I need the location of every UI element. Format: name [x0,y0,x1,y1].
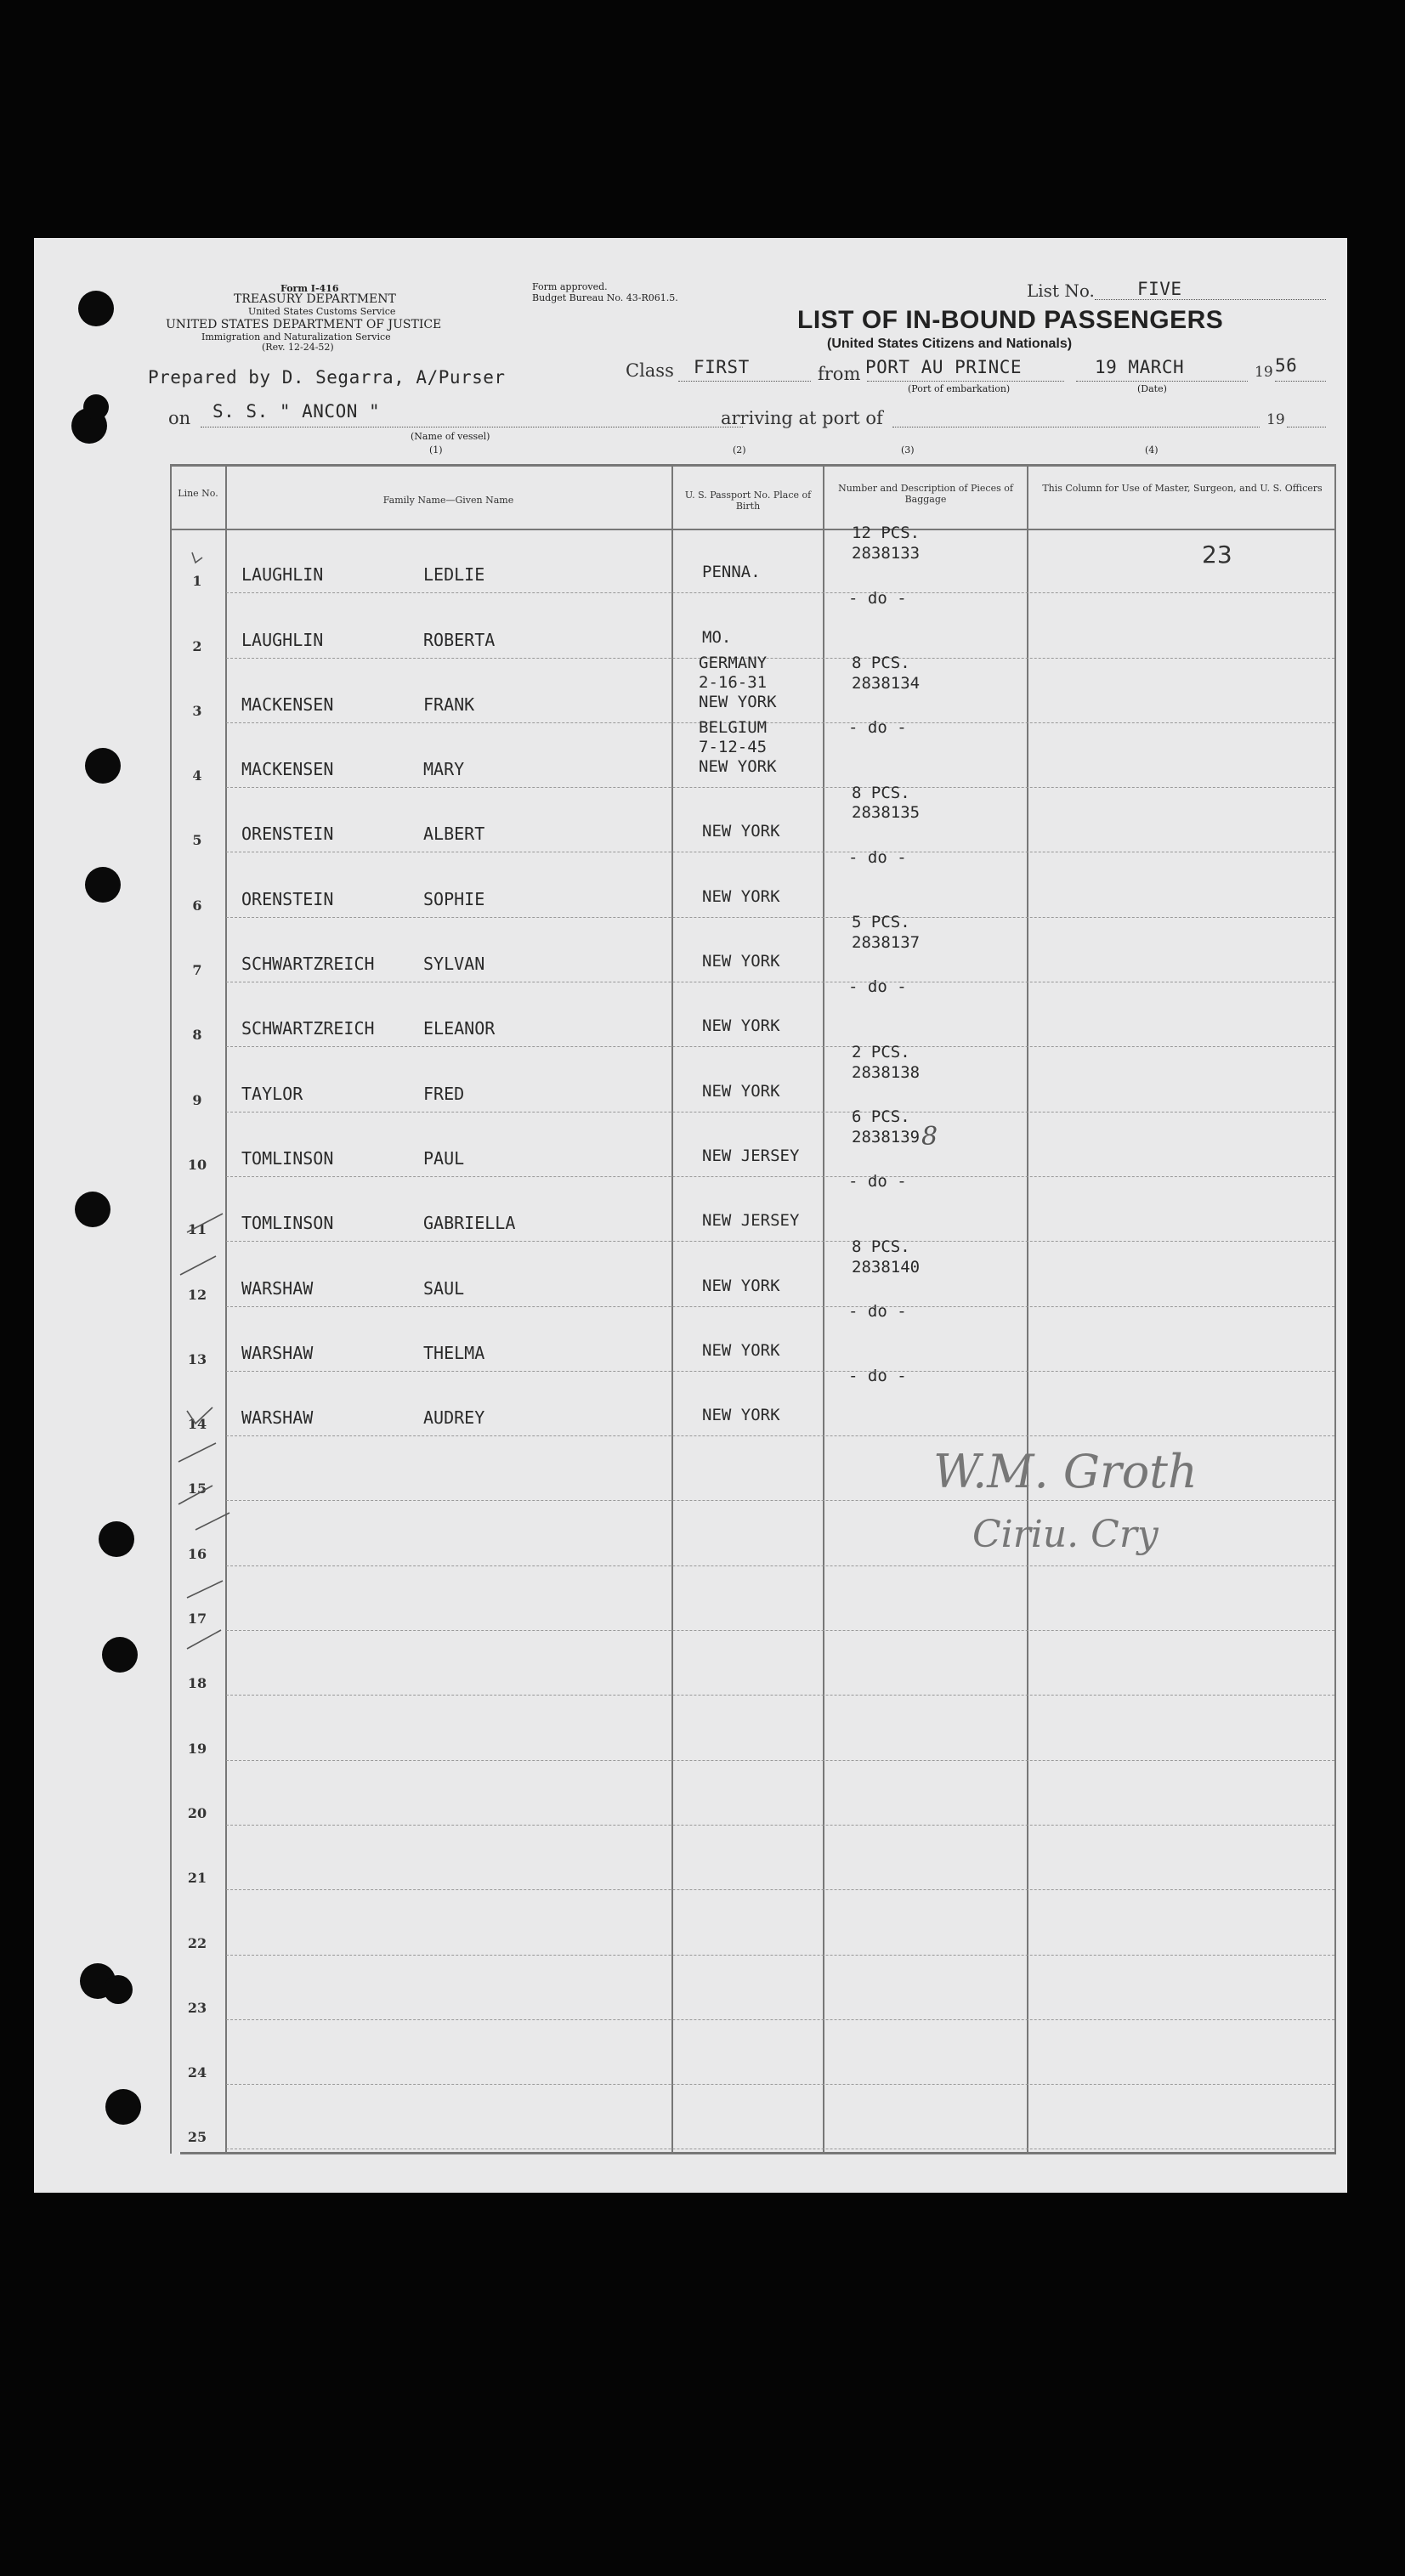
officer-note: 23 [1202,541,1232,569]
given-name: SAUL [423,1277,465,1299]
customs-service: United States Customs Service [248,306,396,317]
officer-signature-1: W.M. Groth [933,1445,1198,1498]
family-name: TOMLINSON [241,1147,334,1169]
row-divider [226,722,1334,723]
pencil-check-marks [161,527,263,1717]
baggage-description: - do - [848,588,907,608]
page-subtitle: (United States Citizens and Nationals) [827,337,1073,351]
row-divider [226,1241,1334,1242]
header-officers: This Column for Use of Master, Surgeon, and U. S. Officers [1042,483,1323,494]
baggage-description: 2 PCS. [852,1042,910,1062]
form-revision: (Rev. 12-24-52) [262,342,334,353]
row-divider [226,1371,1334,1372]
header-line-no: Line No. [178,488,218,499]
baggage-description: 2838134 [852,673,921,693]
given-name: ELEANOR [423,1018,496,1039]
from-label: from [818,364,861,384]
col-num-1: (1) [429,444,443,456]
baggage-description: 2838138 [852,1062,921,1082]
row-divider [226,1176,1334,1177]
place-of-birth: MO. [702,627,732,647]
table-row [34,1827,1347,1892]
table-top-border [170,464,1336,467]
handwritten-correction: 8 [921,1122,938,1152]
table-row [34,1892,1347,1956]
officer-signature-2: Ciriu. Cry [972,1513,1159,1556]
family-name: LAUGHLIN [241,564,324,586]
table-row [34,2022,1347,2086]
header-name: Family Name—Given Name [382,495,514,506]
given-name: FRANK [423,694,475,715]
place-of-birth: NEW YORK [702,1081,780,1101]
baggage-description: 2838140 [852,1257,921,1277]
baggage-description: - do - [848,1172,907,1192]
place-of-birth: NEW YORK [702,952,780,971]
manifest-page [34,238,1347,2193]
vessel-name: S. S. " ANCON " [212,401,381,422]
family-name: SCHWARTZREICH [241,954,375,975]
date-value: 19 MARCH [1095,357,1185,377]
place-of-birth: 2-16-31 [699,672,768,692]
form-approved: Form approved. [532,281,608,292]
from-value: PORT AU PRINCE [865,357,1023,377]
line-number: 9 [192,1091,202,1108]
baggage-description: 8 PCS. [852,653,910,672]
line-number: 14 [187,1416,207,1433]
table-bottom-border [180,2152,1336,2154]
class-line [678,381,811,382]
family-name: SCHWARTZREICH [241,1018,375,1039]
family-name: WARSHAW [241,1277,314,1299]
place-of-birth: NEW YORK [702,1016,780,1036]
line-number: 20 [187,1804,207,1821]
given-name: SYLVAN [423,954,485,975]
class-label: Class [626,360,674,381]
line-number: 18 [187,1675,207,1692]
given-name: GABRIELLA [423,1213,516,1234]
given-name: LEDLIE [423,564,485,586]
line-number: 12 [187,1286,207,1303]
baggage-description: 12 PCS. [852,524,921,543]
col-num-2: (2) [733,444,746,456]
row-divider [226,2084,1334,2085]
place-of-birth: NEW YORK [702,1276,780,1295]
place-of-birth: GERMANY [699,653,768,672]
place-of-birth: 7-12-45 [699,738,768,757]
place-of-birth: NEW JERSEY [702,1211,800,1231]
date-line [1076,381,1248,382]
row-divider [226,1825,1334,1826]
line-number: 22 [187,1934,207,1951]
line-number: 13 [187,1350,207,1367]
page-title: LIST OF IN-BOUND PASSENGERS [797,306,1224,334]
family-name: MACKENSEN [241,759,334,780]
row-divider [226,1306,1334,1307]
year-prefix: 19 [1255,364,1273,381]
line-number: 6 [192,897,202,914]
port-caption: (Port of embarkation) [908,383,1011,394]
family-name: MACKENSEN [241,694,334,715]
row-divider [226,1435,1334,1436]
list-no-line [1095,299,1326,300]
given-name: SOPHIE [423,888,485,909]
baggage-description: 2838133 [852,544,921,563]
line-number: 3 [192,702,202,719]
baggage-description: 2838139 [852,1127,921,1146]
binder-hole [78,291,114,326]
line-number: 15 [187,1480,207,1497]
row-divider [226,1630,1334,1631]
from-line [867,381,1064,382]
row-divider [226,592,1334,593]
line-number: 23 [187,1999,207,2016]
row-divider [226,1955,1334,1956]
given-name: ROBERTA [423,629,496,650]
place-of-birth: NEW YORK [699,692,777,711]
form-number: Form I-416 [280,283,339,294]
given-name: FRED [423,1083,465,1104]
given-name: AUDREY [423,1407,485,1429]
year-suffix: 56 [1275,355,1298,376]
justice-dept: UNITED STATES DEPARTMENT OF JUSTICE [166,318,442,331]
arriving-label: arriving at port of [721,408,883,428]
baggage-description: - do - [848,1367,907,1386]
line-number: 11 [187,1221,207,1238]
binder-hole [83,394,109,420]
list-no-value: FIVE [1137,279,1182,299]
col-num-4: (4) [1145,444,1159,456]
treasury-dept: TREASURY DEPARTMENT [234,292,396,306]
baggage-description: 5 PCS. [852,913,910,932]
place-of-birth: NEW YORK [699,757,777,777]
table-row [34,1957,1347,2022]
ins-service: Immigration and Naturalization Service [201,331,391,343]
baggage-description: 8 PCS. [852,1237,910,1256]
row-divider [226,1565,1334,1566]
line-number: 17 [187,1611,207,1628]
row-divider [226,787,1334,788]
place-of-birth: NEW YORK [702,822,780,841]
family-name: LAUGHLIN [241,629,324,650]
baggage-description: 6 PCS. [852,1107,910,1126]
given-name: PAUL [423,1147,465,1169]
row-divider [226,1500,1334,1501]
row-divider [226,1046,1334,1047]
place-of-birth: PENNA. [702,563,761,582]
year-line [1275,381,1326,382]
baggage-description: - do - [848,718,907,738]
line-number: 24 [187,2064,207,2081]
family-name: ORENSTEIN [241,824,334,845]
line-number: 21 [187,1870,207,1887]
list-no-label: List No. [1027,280,1095,301]
family-name: TOMLINSON [241,1213,334,1234]
row-divider [226,1760,1334,1761]
row-divider [226,658,1334,659]
col-num-3: (3) [901,444,915,456]
table-row [34,1763,1347,1827]
family-name: TAYLOR [241,1083,303,1104]
given-name: ALBERT [423,824,485,845]
baggage-description: 2838137 [852,933,921,953]
baggage-description: 2838135 [852,803,921,823]
baggage-description: - do - [848,1301,907,1321]
budget-bureau: Budget Bureau No. 43-R061.5. [532,292,678,303]
line-number: 8 [192,1027,202,1044]
line-number: 10 [187,1156,207,1173]
table-row [34,2086,1347,2151]
row-divider [226,1695,1334,1696]
arrival-year-prefix: 19 [1266,411,1285,428]
line-number: 5 [192,832,202,849]
row-divider [226,1889,1334,1890]
prepared-by: Prepared by D. Segarra, A/Purser [148,367,506,388]
line-number: 25 [187,2129,207,2146]
baggage-description: 8 PCS. [852,783,910,802]
given-name: MARY [423,759,465,780]
place-of-birth: NEW JERSEY [702,1146,800,1165]
line-number: 4 [192,767,202,784]
baggage-description: - do - [848,847,907,867]
line-number: 7 [192,962,202,979]
row-divider [226,917,1334,918]
line-number: 2 [192,637,202,654]
line-number: 16 [187,1545,207,1562]
place-of-birth: NEW YORK [702,1406,780,1425]
given-name: THELMA [423,1342,485,1363]
vessel-caption: (Name of vessel) [411,431,490,442]
on-label: on [168,408,191,428]
row-divider [226,2019,1334,2020]
line-number: 1 [192,573,202,590]
class-value: FIRST [694,357,750,377]
family-name: ORENSTEIN [241,888,334,909]
place-of-birth: NEW YORK [702,886,780,906]
family-name: WARSHAW [241,1407,314,1429]
line-number: 19 [187,1740,207,1757]
place-of-birth: BELGIUM [699,718,768,738]
place-of-birth: NEW YORK [702,1340,780,1360]
date-caption: (Date) [1137,383,1167,394]
header-passport: U. S. Passport No. Place of Birth [684,490,812,512]
baggage-description: - do - [848,977,907,997]
header-baggage: Number and Description of Pieces of Baggage [838,483,1013,505]
family-name: WARSHAW [241,1342,314,1363]
